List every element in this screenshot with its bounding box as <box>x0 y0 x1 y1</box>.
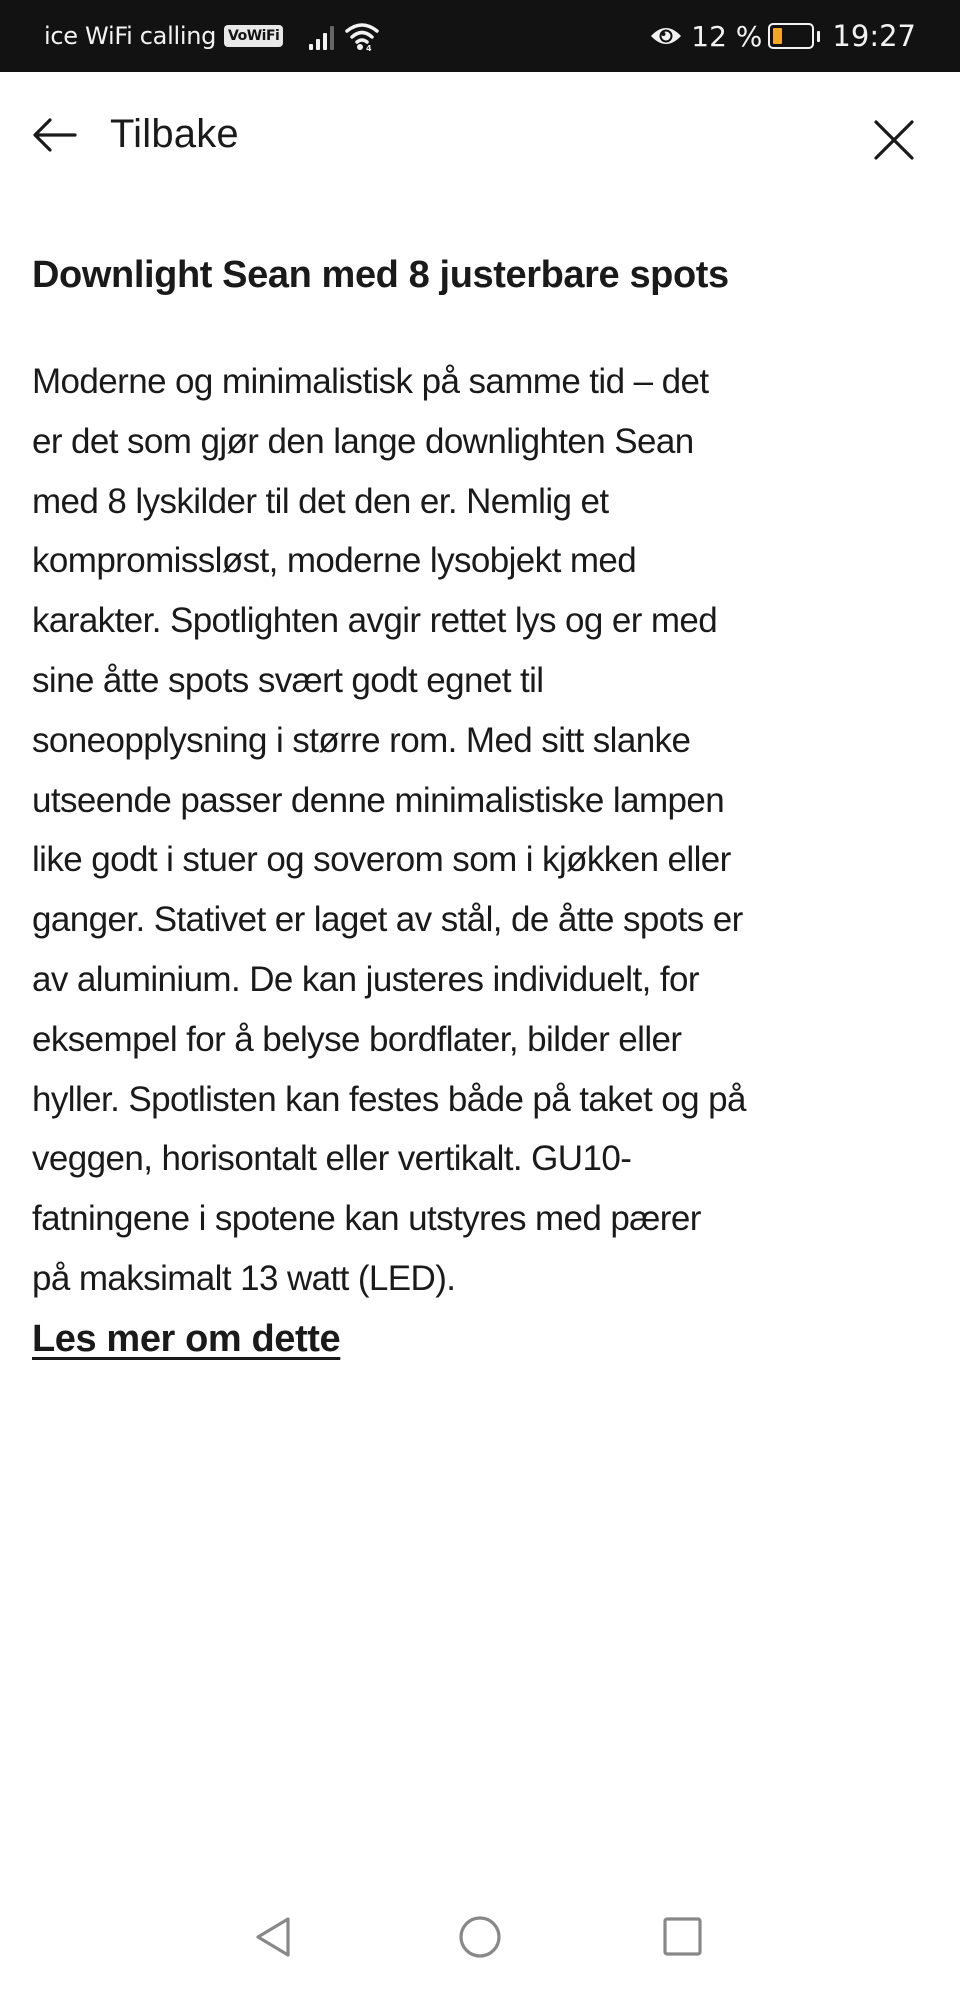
product-description-panel <box>32 240 932 1367</box>
description-line: av aluminium. De kan justeres individuelt, for <box>32 959 699 999</box>
description-text <box>32 352 932 1309</box>
svg-text:4: 4 <box>366 44 372 52</box>
back-button[interactable] <box>30 112 239 157</box>
back-label: Tilbake <box>110 112 239 156</box>
back-triangle-icon[interactable] <box>252 1914 298 1960</box>
carrier-label: ice WiFi calling <box>44 22 217 50</box>
status-left <box>44 20 380 52</box>
description-line: veggen, horisontalt eller vertikalt. GU10- <box>32 1139 632 1179</box>
description-line: utseende passer denne minimalistiske lampen <box>32 780 725 820</box>
battery-percent: 12 % <box>691 19 763 53</box>
home-circle-icon[interactable] <box>457 1914 503 1960</box>
status-bar <box>0 0 960 72</box>
page-title: Downlight Sean med 8 justerbare spots <box>32 254 729 296</box>
status-right <box>649 19 916 53</box>
read-more-link[interactable]: Les mer om dette <box>32 1317 341 1360</box>
description-line: Moderne og minimalistisk på samme tid – det <box>32 362 709 401</box>
arrow-left-icon <box>30 115 80 155</box>
description-line: karakter. Spotlighten avgir rettet lys og er med <box>32 601 718 641</box>
description-line: like godt i stuer og soverom som i kjøkken eller <box>32 840 731 880</box>
system-nav-bar <box>0 1880 960 1991</box>
battery-icon <box>768 23 814 49</box>
description-line: fatningene i spotene kan utstyres med pærer <box>32 1199 701 1239</box>
recents-square-icon[interactable] <box>660 1914 706 1960</box>
top-nav <box>0 72 960 212</box>
description-line: ganger. Stativet er laget av stål, de åtte spots er <box>32 900 743 940</box>
eye-comfort-icon <box>649 24 683 48</box>
signal-icon <box>309 22 334 50</box>
description-line: kompromissløst, moderne lysobjekt med <box>32 541 637 581</box>
description-line: med 8 lyskilder til det den er. Nemlig et <box>32 481 609 521</box>
close-icon[interactable] <box>872 118 916 162</box>
vowifi-badge: VoWiFi <box>224 25 283 47</box>
description-line: sine åtte spots svært godt egnet til <box>32 660 544 700</box>
description-line: på maksimalt 13 watt (LED). <box>32 1258 456 1298</box>
battery-nub <box>817 31 820 42</box>
wifi-icon <box>344 20 380 52</box>
description-line: hyller. Spotlisten kan festes både på taket og på <box>32 1079 746 1119</box>
description-line: soneopplysning i større rom. Med sitt slanke <box>32 720 691 760</box>
description-line: er det som gjør den lange downlighten Sean <box>32 421 694 461</box>
description-line: eksempel for å belyse bordflater, bilder eller <box>32 1019 682 1059</box>
clock: 19:27 <box>832 19 916 53</box>
battery-level <box>773 28 782 44</box>
